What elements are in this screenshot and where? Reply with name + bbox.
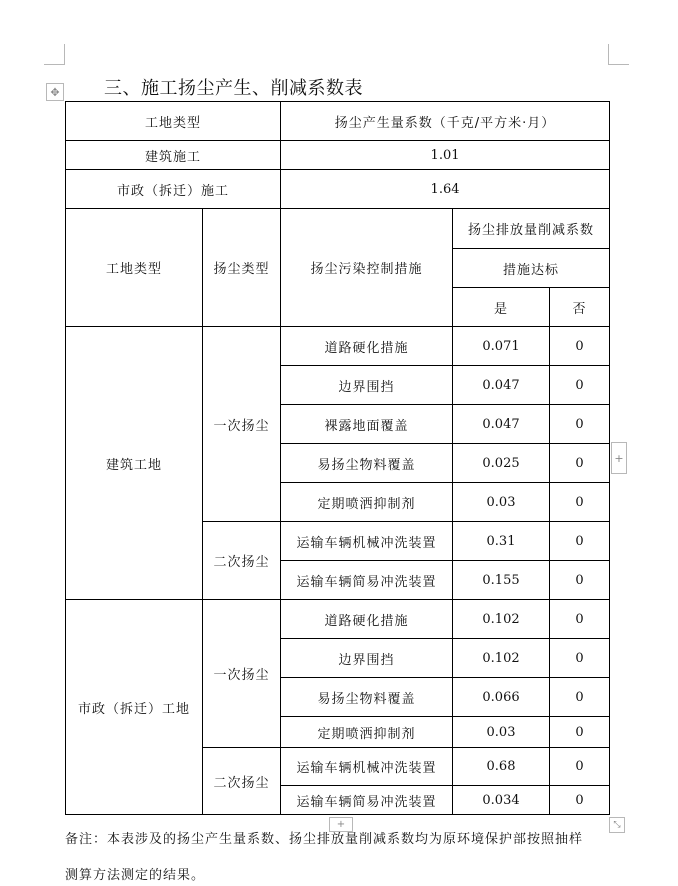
resize-icon[interactable]: ⤡ — [609, 817, 625, 833]
measure-cell: 易扬尘物料覆盖 — [281, 444, 453, 483]
yes-value: 0.034 — [453, 786, 550, 815]
t2-header-yes: 是 — [453, 288, 550, 327]
yes-value: 0.047 — [453, 366, 550, 405]
no-value: 0 — [550, 327, 610, 366]
yes-value: 0.68 — [453, 748, 550, 786]
table-row — [66, 600, 610, 639]
measure-cell: 边界围挡 — [281, 366, 453, 405]
note-line-2: 测算方法测定的结果。 — [65, 868, 206, 883]
measure-cell: 定期喷洒抑制剂 — [281, 717, 453, 748]
t1-header-site-type: 工地类型 — [66, 102, 281, 141]
t1-row-value: 1.64 — [281, 170, 610, 209]
subgroup-dust-type: 二次扬尘 — [203, 522, 281, 600]
group-site-type: 建筑工地 — [66, 327, 203, 600]
yes-value: 0.03 — [453, 483, 550, 522]
measure-cell: 定期喷洒抑制剂 — [281, 483, 453, 522]
add-row-icon[interactable]: + — [329, 817, 353, 832]
dust-coefficient-table — [65, 101, 610, 815]
measure-cell: 运输车辆机械冲洗装置 — [281, 522, 453, 561]
no-value: 0 — [550, 561, 610, 600]
measure-cell: 运输车辆简易冲洗装置 — [281, 786, 453, 815]
yes-value: 0.025 — [453, 444, 550, 483]
group-site-type: 市政（拆迁）工地 — [66, 600, 203, 815]
no-value: 0 — [550, 366, 610, 405]
no-value: 0 — [550, 405, 610, 444]
t2-header-dust-type: 扬尘类型 — [203, 209, 281, 327]
t2-header-no: 否 — [550, 288, 610, 327]
yes-value: 0.31 — [453, 522, 550, 561]
measure-cell: 道路硬化措施 — [281, 327, 453, 366]
no-value: 0 — [550, 786, 610, 815]
no-value: 0 — [550, 748, 610, 786]
yes-value: 0.03 — [453, 717, 550, 748]
measure-cell: 边界围挡 — [281, 639, 453, 678]
t2-header-compliance: 措施达标 — [453, 249, 610, 288]
yes-value: 0.102 — [453, 600, 550, 639]
no-value: 0 — [550, 600, 610, 639]
crop-mark-top-right — [608, 44, 629, 65]
no-value: 0 — [550, 444, 610, 483]
yes-value: 0.155 — [453, 561, 550, 600]
add-column-icon[interactable]: + — [611, 442, 627, 474]
subgroup-dust-type: 二次扬尘 — [203, 748, 281, 815]
measure-cell: 运输车辆简易冲洗装置 — [281, 561, 453, 600]
move-icon[interactable]: ✥ — [46, 83, 64, 101]
measure-cell: 易扬尘物料覆盖 — [281, 678, 453, 717]
measure-cell: 道路硬化措施 — [281, 600, 453, 639]
no-value: 0 — [550, 678, 610, 717]
t1-row-site-type: 市政（拆迁）施工 — [66, 170, 281, 209]
t2-header-measure: 扬尘污染控制措施 — [281, 209, 453, 327]
yes-value: 0.066 — [453, 678, 550, 717]
measure-cell: 运输车辆机械冲洗装置 — [281, 748, 453, 786]
yes-value: 0.047 — [453, 405, 550, 444]
crop-mark-top-left — [44, 44, 65, 65]
t1-row-site-type: 建筑施工 — [66, 141, 281, 170]
t1-row-value: 1.01 — [281, 141, 610, 170]
no-value: 0 — [550, 522, 610, 561]
subgroup-dust-type: 一次扬尘 — [203, 327, 281, 522]
no-value: 0 — [550, 717, 610, 748]
no-value: 0 — [550, 483, 610, 522]
measure-cell: 裸露地面覆盖 — [281, 405, 453, 444]
no-value: 0 — [550, 639, 610, 678]
subgroup-dust-type: 一次扬尘 — [203, 600, 281, 748]
yes-value: 0.071 — [453, 327, 550, 366]
t2-header-site-type: 工地类型 — [66, 209, 203, 327]
t1-header-generation: 扬尘产生量系数（千克/平方米·月） — [281, 102, 610, 141]
note-line-1: 备注：本表涉及的扬尘产生量系数、扬尘排放量削减系数均为原环境保护部按照抽样 — [65, 832, 584, 847]
yes-value: 0.102 — [453, 639, 550, 678]
table-row — [66, 327, 610, 366]
t2-header-reduction: 扬尘排放量削减系数 — [453, 209, 610, 249]
section-title: 三、施工扬尘产生、削减系数表 — [104, 78, 363, 99]
